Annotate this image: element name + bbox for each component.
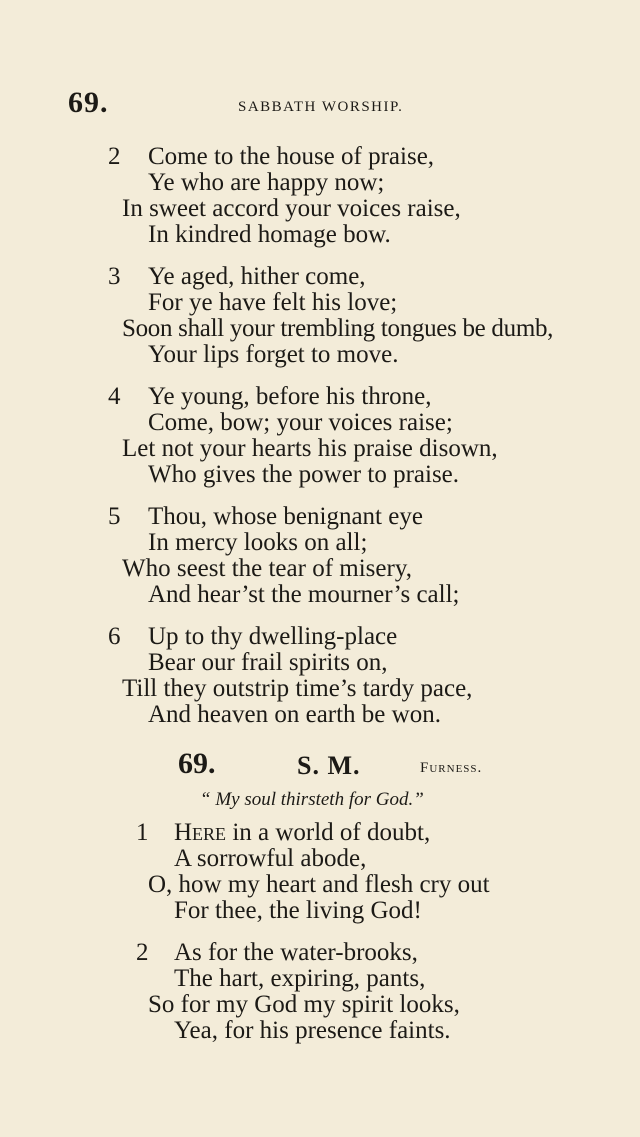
verse-line: Up to thy dwelling-place	[148, 623, 398, 650]
stanza-number: 6	[108, 623, 121, 650]
verse-line: Ye who are happy now;	[148, 169, 385, 196]
verse-line: The hart, expiring, pants,	[174, 965, 426, 992]
stanza-number: 2	[108, 143, 121, 170]
verse-line: In mercy looks on all;	[148, 529, 368, 556]
tune-name: Furness.	[420, 760, 483, 776]
verse-line: Who gives the power to praise.	[148, 461, 460, 488]
verse-line	[174, 820, 430, 845]
hymn-meter: S. M.	[297, 751, 361, 780]
page-number: 69.	[68, 86, 109, 119]
verse-line: Your lips forget to move.	[148, 341, 399, 368]
hymn-number: 69.	[178, 747, 216, 780]
verse-line: And heaven on earth be won.	[148, 701, 441, 728]
verse-line: Yea, for his presence faints.	[174, 1017, 451, 1044]
verse-line: Ye aged, hither come,	[148, 263, 366, 290]
verse-line: Come, bow; your voices raise;	[148, 409, 453, 436]
stanza-number: 4	[108, 383, 121, 410]
verse-line: Let not your hearts his praise disown,	[122, 435, 498, 462]
stanza-number: 3	[108, 263, 121, 290]
verse-line: O, how my heart and flesh cry out	[148, 871, 490, 898]
verse-line: So for my God my spirit looks,	[148, 991, 460, 1018]
verse-line: A sorrowful abode,	[174, 845, 367, 872]
stanza-number: 5	[108, 503, 121, 530]
verse-line: In sweet accord your voices raise,	[122, 195, 461, 222]
verse-line: Soon shall your trembling tongues be dumb,	[122, 315, 554, 342]
hymn-motto: “ My soul thirsteth for God.”	[200, 789, 424, 810]
verse-line: Who seest the tear of misery,	[122, 555, 412, 582]
stanza-number: 2	[136, 939, 149, 966]
verse-line: Come to the house of praise,	[148, 143, 435, 170]
stanza-number: 1	[136, 819, 149, 846]
first-word: Here	[174, 819, 227, 846]
verse-line: For thee, the living God!	[174, 897, 422, 924]
verse-line: In kindred homage bow.	[148, 221, 391, 248]
verse-line: Thou, whose benignant eye	[148, 503, 423, 530]
verse-line: And hear’st the mourner’s call;	[148, 581, 460, 608]
verse-line: As for the water-brooks,	[174, 939, 418, 966]
verse-line-rest: in a world of doubt,	[226, 819, 431, 846]
verse-line: For ye have felt his love;	[148, 289, 398, 316]
verse-line: Ye young, before his throne,	[148, 383, 432, 410]
running-title: SABBATH WORSHIP.	[238, 99, 404, 115]
verse-line: Till they outstrip time’s tardy pace,	[122, 675, 473, 702]
verse-line: Bear our frail spirits on,	[148, 649, 388, 676]
